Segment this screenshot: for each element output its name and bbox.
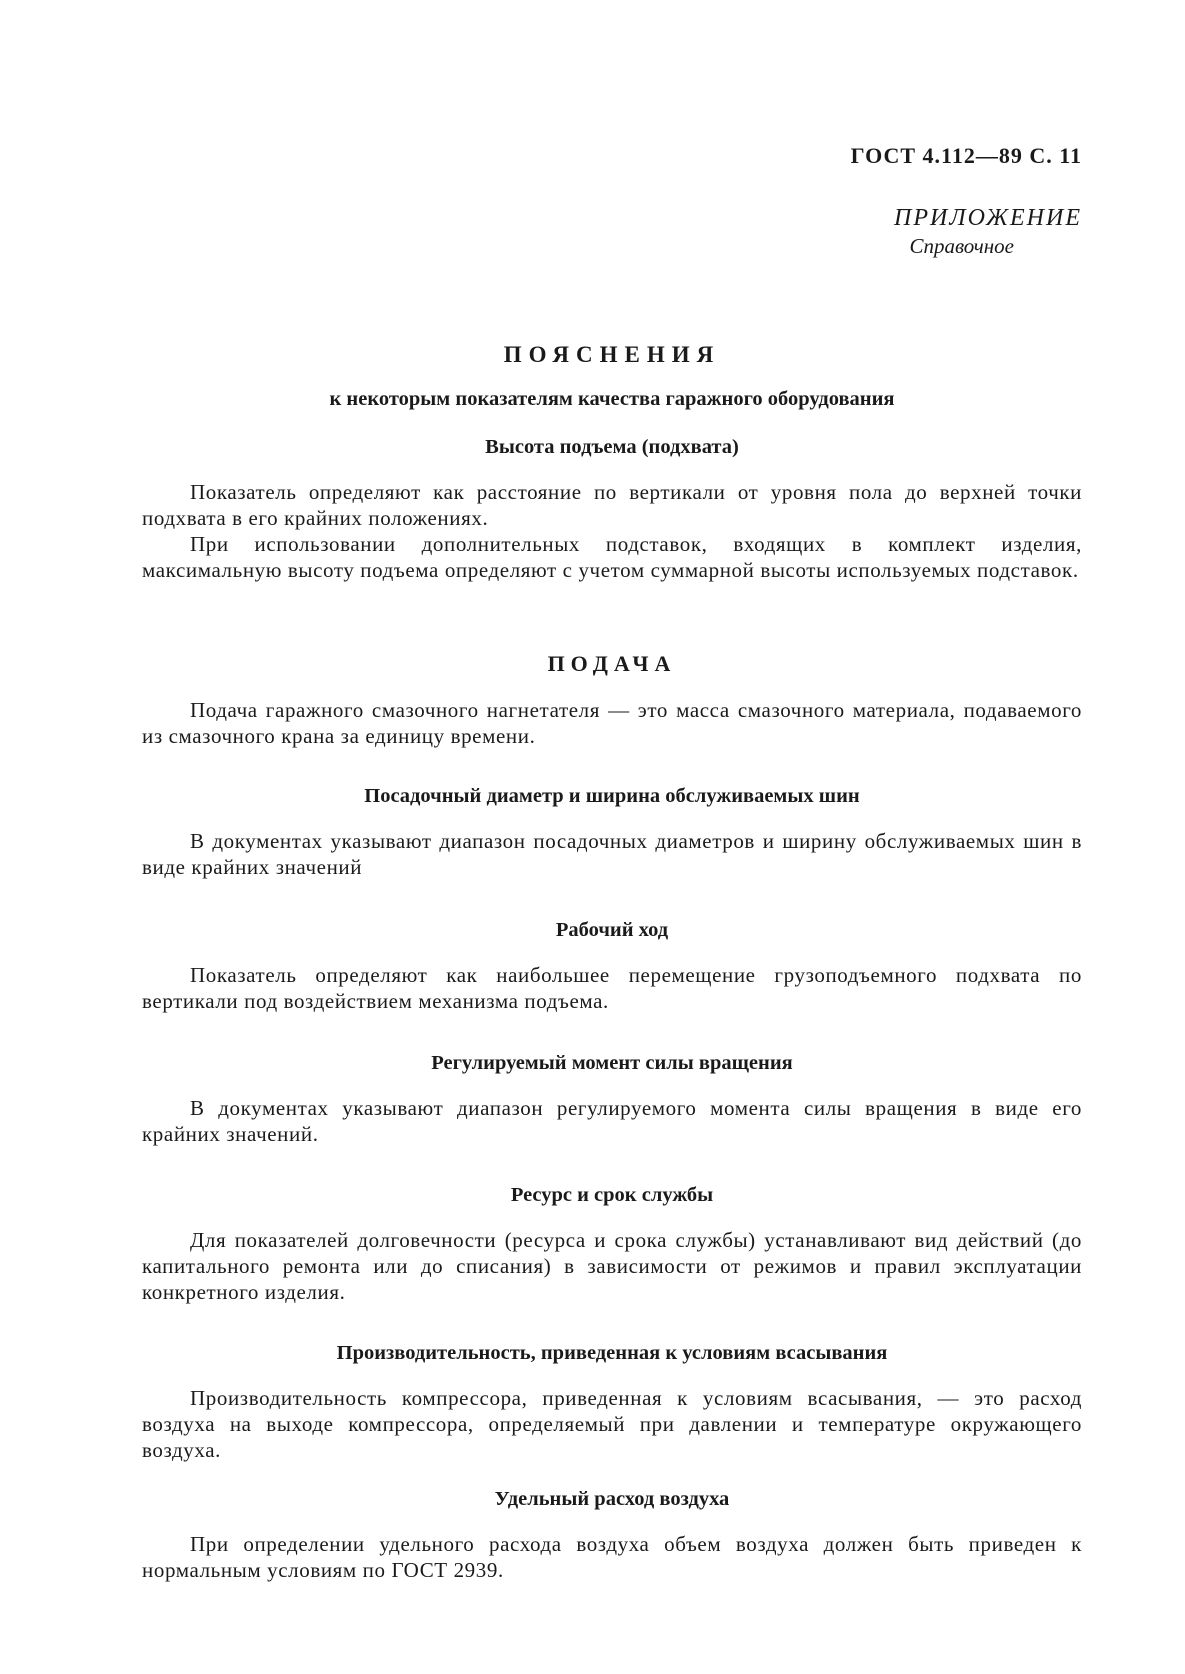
- section-paragraph: В документах указывают диапазон посадочных диаметров и ширину обслуживаемых шин в виде крайних значений: [142, 829, 1082, 879]
- section-body: [142, 479, 1082, 583]
- section-heading: Производительность, приведенная к условиям всасывания: [336, 1342, 888, 1364]
- section-heading: ПОДАЧА: [547, 651, 677, 676]
- section-body: [142, 1531, 1082, 1583]
- section-paragraph: Подача гаражного смазочного нагнетателя — это масса смазочного материала, подаваемого из смазочного крана за единицу времени.: [142, 698, 1082, 748]
- section-paragraph: При определении удельного расхода воздуха объем воздуха должен быть приведен к нормальным условиям по ГОСТ 2939.: [142, 1532, 1082, 1582]
- section-working-stroke: [142, 919, 1082, 1014]
- section-paragraph: Показатель определяют как наибольшее перемещение грузоподъемного подхвата по вертикали под воздействием механизма подъема.: [142, 963, 1082, 1013]
- document-title: ПОЯСНЕНИЯ: [503, 342, 721, 367]
- section-heading: Ресурс и срок службы: [510, 1184, 714, 1206]
- section-specific-air-consumption: [142, 1488, 1082, 1583]
- section-heading: Регулируемый момент силы вращения: [431, 1052, 793, 1074]
- document-subtitle: к некоторым показателям качества гаражного оборудования: [329, 388, 895, 410]
- section-service-life: [142, 1184, 1082, 1305]
- appendix-label: [894, 205, 1082, 259]
- section-tire-dimensions: [142, 785, 1082, 880]
- section-capacity: [142, 1342, 1082, 1463]
- section-paragraph: Производительность компрессора, приведенная к условиям всасывания, — это расход воздуха на выходе компрессора, определяемый при давлении и температуре окружающего воздуха.: [142, 1386, 1082, 1462]
- section-body: [142, 1385, 1082, 1463]
- section-heading: Высота подъема (подхвата): [485, 436, 739, 458]
- section-heading: Удельный расход воздуха: [494, 1488, 730, 1510]
- appendix-subtitle: Справочное: [909, 234, 1014, 258]
- appendix-title: ПРИЛОЖЕНИЕ: [894, 205, 1082, 231]
- section-feed: [142, 651, 1082, 749]
- section-paragraph: При использовании дополнительных подставок, входящих в комплект изделия, максимальную высоту подъема определяют с учетом суммарной высоты используемых подставок.: [142, 532, 1082, 582]
- section-body: [142, 697, 1082, 749]
- section-lift-height: [142, 436, 1082, 583]
- section-heading: Рабочий ход: [555, 919, 669, 941]
- section-paragraph: В документах указывают диапазон регулируемого момента силы вращения в виде его крайних значений.: [142, 1096, 1082, 1146]
- section-paragraph: Для показателей долговечности (ресурса и срока службы) устанавливают вид действий (до капитального ремонта или до списания) в зависимости от режимов и правил эксплуатации конкретного изделия.: [142, 1228, 1082, 1304]
- section-body: [142, 1227, 1082, 1305]
- section-body: [142, 1095, 1082, 1147]
- section-torque: [142, 1052, 1082, 1147]
- section-paragraph: Показатель определяют как расстояние по вертикали от уровня пола до верхней точки подхвата в его крайних положениях.: [142, 480, 1082, 530]
- document-page: [142, 0, 1082, 1674]
- section-heading: Посадочный диаметр и ширина обслуживаемых шин: [364, 785, 860, 807]
- section-body: [142, 962, 1082, 1014]
- section-body: [142, 828, 1082, 880]
- page-header: ГОСТ 4.112—89 С. 11: [850, 143, 1082, 168]
